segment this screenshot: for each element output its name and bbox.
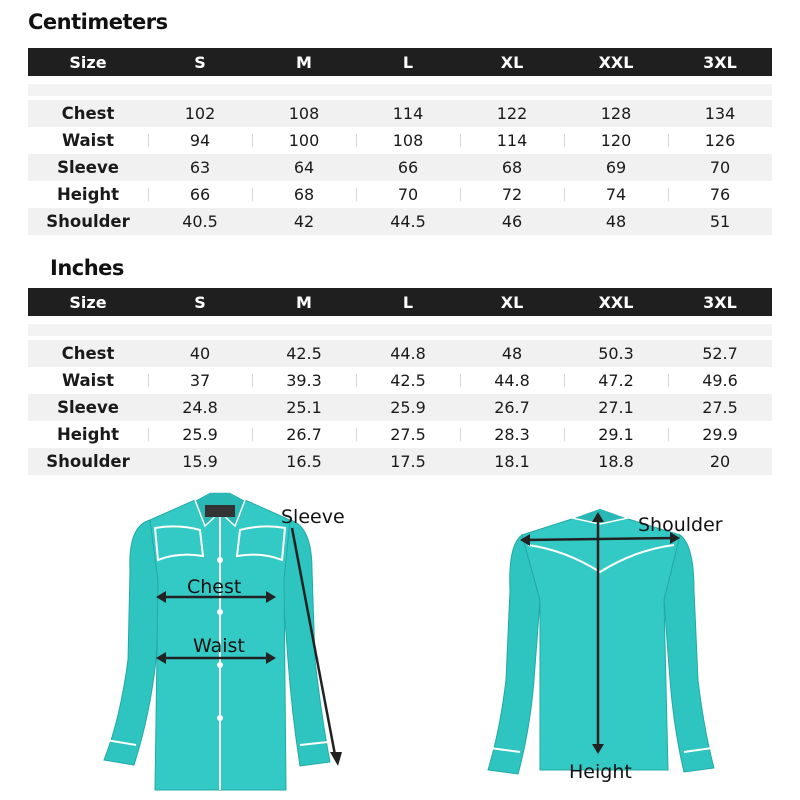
row-label: Shoulder: [46, 212, 130, 231]
row-label: Chest: [61, 344, 115, 363]
inch-spacer: [28, 324, 772, 336]
inch-table: [28, 288, 772, 475]
table-cell: 39.3: [252, 371, 356, 390]
row-label: Sleeve: [57, 158, 119, 177]
shirt-front-right-sleeve: [282, 520, 330, 766]
table-cell: 18.8: [598, 452, 634, 471]
cm-title: Centimeters: [28, 10, 168, 34]
table-cell: 66: [397, 158, 419, 177]
shirt-back-torso: [522, 512, 680, 770]
table-cell: 24.8: [182, 398, 218, 417]
inch-header-row: [28, 288, 772, 316]
inch-header-m: M: [296, 292, 312, 312]
table-cell: 52.7: [702, 344, 738, 363]
cm-header-size: Size: [69, 52, 107, 72]
table-cell: 134: [704, 104, 736, 123]
table-cell: 29.1: [564, 425, 668, 444]
table-cell: 42.5: [286, 344, 322, 363]
table-row: [28, 154, 772, 181]
table-cell: 28.3: [460, 425, 564, 444]
row-label: Shoulder: [46, 452, 130, 471]
cm-header-s: S: [194, 52, 206, 72]
table-cell: 40: [189, 344, 211, 363]
table-cell: 42.5: [356, 371, 460, 390]
row-label: Height: [56, 425, 120, 444]
table-cell: 20: [709, 452, 731, 471]
table-row: [28, 100, 772, 127]
table-cell: 25.1: [286, 398, 322, 417]
table-cell: 17.5: [390, 452, 426, 471]
chest-label: Chest: [187, 576, 242, 598]
table-cell: 26.7: [252, 425, 356, 444]
table-cell: 16.5: [286, 452, 322, 471]
shirt-front-button-4: [217, 715, 223, 721]
inch-header-s: S: [194, 292, 206, 312]
table-cell: 48: [501, 344, 523, 363]
cm-spacer: [28, 84, 772, 96]
table-cell: 51: [709, 212, 731, 231]
shoulder-label: Shoulder: [638, 514, 723, 536]
table-cell: 68: [501, 158, 523, 177]
shirt-back-figure: [400, 480, 800, 800]
cm-header-3xl: 3XL: [703, 52, 737, 72]
table-cell: 49.6: [668, 371, 772, 390]
inch-header-size: Size: [69, 292, 107, 312]
table-cell: 70: [356, 185, 460, 204]
table-cell: 27.1: [598, 398, 634, 417]
table-cell: 40.5: [182, 212, 218, 231]
row-label: Sleeve: [57, 398, 119, 417]
table-cell: 114: [392, 104, 424, 123]
table-cell: 29.9: [668, 425, 772, 444]
inch-title: Inches: [50, 256, 124, 280]
table-cell: 120: [564, 131, 668, 150]
table-row: [28, 181, 772, 208]
table-cell: 27.5: [702, 398, 738, 417]
cm-header-l: L: [402, 52, 414, 72]
table-cell: 72: [460, 185, 564, 204]
waist-label: Waist: [193, 635, 245, 657]
cm-table: [28, 48, 772, 235]
table-cell: 42: [293, 212, 315, 231]
sleeve-arrow-head-bottom: [330, 752, 342, 766]
table-cell: 69: [605, 158, 627, 177]
shirt-front-figure: [0, 480, 400, 800]
table-cell: 15.9: [182, 452, 218, 471]
table-row: [28, 340, 772, 367]
table-cell: 126: [668, 131, 772, 150]
height-label: Height: [569, 761, 632, 783]
table-cell: 128: [600, 104, 632, 123]
table-row: [28, 448, 772, 475]
cm-header-row: [28, 48, 772, 76]
table-cell: 44.8: [390, 344, 426, 363]
table-row: [28, 208, 772, 235]
table-cell: 44.5: [390, 212, 426, 231]
table-cell: 46: [501, 212, 523, 231]
table-cell: 70: [709, 158, 731, 177]
table-cell: 63: [189, 158, 211, 177]
table-cell: 26.7: [494, 398, 530, 417]
table-cell: 122: [496, 104, 528, 123]
table-row: [28, 421, 772, 448]
shirt-front-button-1: [217, 557, 223, 563]
row-label: Waist: [61, 131, 115, 150]
table-cell: 64: [293, 158, 315, 177]
table-row: [28, 367, 772, 394]
inch-header-l: L: [402, 292, 414, 312]
table-cell: 74: [564, 185, 668, 204]
table-cell: 27.5: [356, 425, 460, 444]
shirt-back-body: [488, 508, 714, 774]
shirt-front-left-sleeve: [104, 520, 160, 765]
table-cell: 94: [148, 131, 252, 150]
cm-header-m: M: [296, 52, 312, 72]
shirt-front-button-2: [217, 609, 223, 615]
cm-header-xl: XL: [500, 52, 524, 72]
shirt-front-button-3: [217, 662, 223, 668]
inch-rows: [28, 340, 772, 475]
inch-header-xl: XL: [500, 292, 524, 312]
table-cell: 68: [252, 185, 356, 204]
table-cell: 50.3: [598, 344, 634, 363]
table-cell: 18.1: [494, 452, 530, 471]
table-cell: 37: [148, 371, 252, 390]
inch-header-xxl: XXL: [598, 292, 634, 312]
shirt-front-label-tag: [205, 505, 235, 517]
row-label: Chest: [61, 104, 115, 123]
cm-header-xxl: XXL: [598, 52, 634, 72]
cm-rows: [28, 100, 772, 235]
table-cell: 25.9: [148, 425, 252, 444]
table-cell: 108: [356, 131, 460, 150]
inch-header-3xl: 3XL: [703, 292, 737, 312]
table-cell: 25.9: [390, 398, 426, 417]
table-cell: 100: [252, 131, 356, 150]
row-label: Height: [56, 185, 120, 204]
table-cell: 108: [288, 104, 320, 123]
table-cell: 47.2: [564, 371, 668, 390]
table-row: [28, 127, 772, 154]
table-cell: 44.8: [460, 371, 564, 390]
table-cell: 66: [148, 185, 252, 204]
table-cell: 48: [605, 212, 627, 231]
table-cell: 114: [460, 131, 564, 150]
table-cell: 102: [184, 104, 216, 123]
table-cell: 76: [668, 185, 772, 204]
row-label: Waist: [61, 371, 115, 390]
table-row: [28, 394, 772, 421]
sleeve-label: Sleeve: [281, 506, 345, 528]
